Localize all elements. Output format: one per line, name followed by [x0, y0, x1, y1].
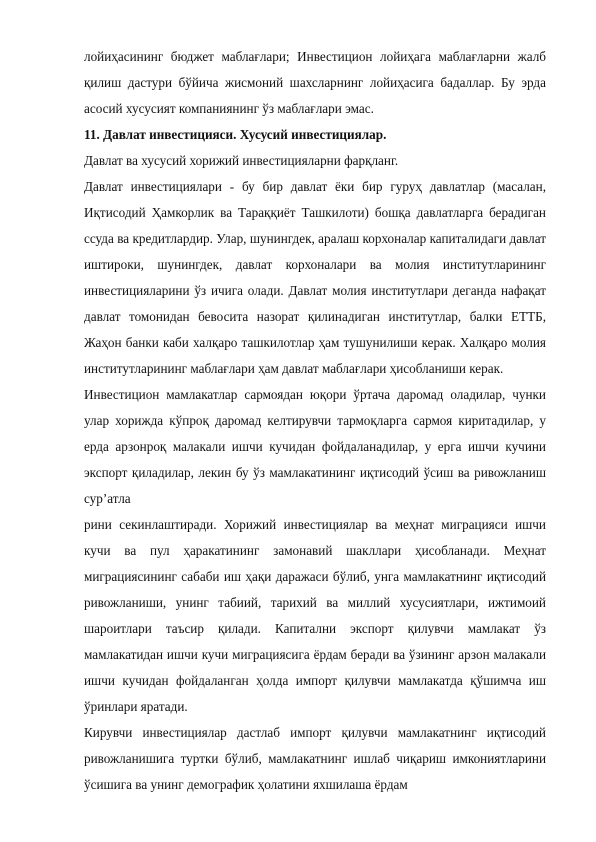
paragraph-distinguish: Давлат ва хусусий хорижий инвестицияларни фарқланг. — [84, 153, 399, 168]
document-page — [84, 44, 546, 798]
paragraph-budget-funds: лойиҳасининг бюджет маблағлари; Инвестицион лойиҳага маблағларни жалб қилиш дастури бўйича жисмоний шахсларнинг лойиҳасига бадаллар. Бу эрда асосий хусусият компаниянинг ўз маблағлари эмас. — [84, 49, 546, 116]
paragraph-labor-migration: рини секинлаштиради. Хорижий инвестициялар ва меҳнат миграцияси ишчи кучи ва пул ҳаракатининг замонавий шакллари ҳисобланади. Меҳнат миграциясининг сабаби иш ҳақи даражаси бўлиб, унга мамлакатнинг иқтисодий ривожланиши, унинг табиий, тарихий ва миллий хусусиятлари, ижтимоий шароитлари таъсир қилади. Капитални экспорт қилувчи мамлакат ўз мамлакатидан ишчи кучи миграциясига ёрдам беради ва ўзининг арзон малакали ишчи кучидан фойдаланган ҳолда импорт қилувчи мамлакатда қўшимча иш ўринлари яратади. — [84, 517, 546, 714]
paragraph-state-investments: Давлат инвестициялари - бу бир давлат ёки бир гуруҳ давлатлар (масалан, Иқтисодий Ҳамкорлик ва Тараққиёт Ташкилоти) бошқа давлатларга берадиган ссуда ва кредитлардир. Улар, шунингдек, аралаш корхоналар капиталидаги давлат иштироки, шунингдек, давлат корхоналари ва молия институтларининг инвестицияларини ўз ичига олади. Давлат молия институтлари деганда нафақат давлат томонидан бевосита назорат қилинадиган институтлар, балки ЕТТБ, Жаҳон банки каби халқаро ташкилотлар ҳам тушунилиши керак. Халқаро молия институтларининг маблағлари ҳам давлат маблағлари ҳисобланиши керак. — [84, 179, 546, 376]
paragraph-incoming-investments: Кирувчи инвестициялар дастлаб импорт қилувчи мамлакатнинг иқтисодий ривожланишига туртки бўлиб, мамлакатнинг ишлаб чиқариш имкониятларини ўсишига ва унинг демографик ҳолатини яхшилаша ёрдам — [84, 725, 546, 792]
paragraph-investing-countries: Инвестицион мамлакатлар сармоядан юқори ўртача даромад оладилар, чунки улар хорижда кўпроқ даромад келтирувчи тармоқларга сармоя киритадилар, у ерда арзонроқ малакали ишчи кучидан фойдаланадилар, у ерга ишчи кучини экспорт қиладилар, лекин бу ўз мамлакатининг иқтисодий ўсиш ва ривожланиш сур’атла — [84, 387, 546, 506]
section-heading-state-investment: 11. Давлат инвестицияси. Хусусий инвестициялар. — [84, 127, 387, 142]
